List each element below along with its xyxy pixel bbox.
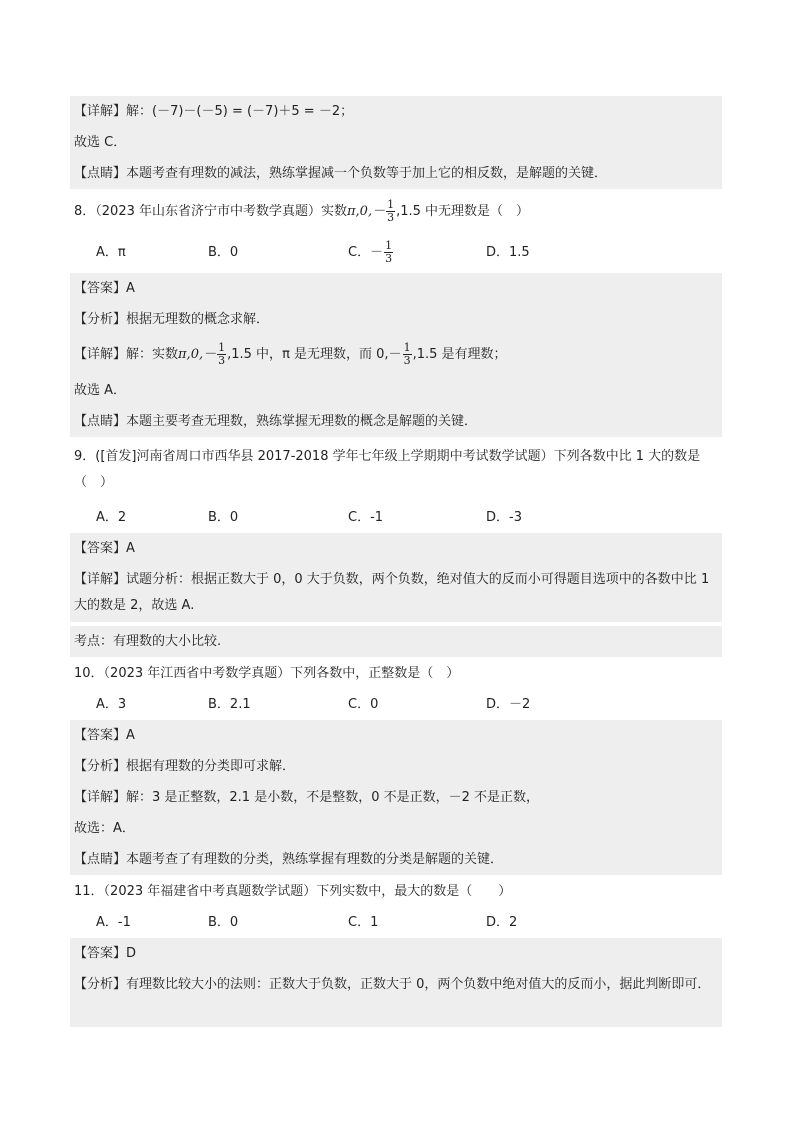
choice-line: 故选：A． bbox=[70, 813, 722, 844]
answer-line: 【答案】A bbox=[70, 273, 722, 304]
answer-line: 【答案】A bbox=[70, 720, 722, 751]
detail-line: 【详解】解：实数π,0,－ $\frac{1}{3}$ ,1.5 中，π 是无理数，而 0,－ $\frac{1}{3}$ ,1.5 是有理数； bbox=[70, 335, 722, 375]
tip-line: 【点睛】本题考查有理数的减法，熟练掌握减一个负数等于加上它的相反数，是解题的关键． bbox=[70, 158, 722, 189]
detail-line: 【详解】解：(－7)－(－5) = (－7)＋5 = －2； bbox=[70, 96, 722, 127]
option-d: D．－2 bbox=[486, 697, 531, 712]
option-d: D．2 bbox=[486, 915, 518, 930]
option-b: B．0 bbox=[208, 915, 239, 930]
question-10-options bbox=[70, 689, 722, 720]
question-8-stem bbox=[70, 195, 722, 229]
detail-line: 【详解】试题分析：根据正数大于 0，0 大于负数，两个负数，绝对值大的反而小可得题目选项中的各数中比 1 大的数是 2，故选 A. bbox=[70, 564, 722, 622]
question-text: 8．（2023 年山东省济宁市中考数学真题）实数 bbox=[74, 204, 347, 219]
analysis-line: 【分析】根据无理数的概念求解． bbox=[70, 304, 722, 335]
option-c-label: C．－ bbox=[348, 245, 384, 260]
question-11-options bbox=[70, 907, 722, 938]
tip-line: 【点睛】本题主要考查无理数，熟练掌握无理数的概念是解题的关键． bbox=[70, 406, 722, 437]
option-a: A．-1 bbox=[96, 915, 131, 930]
option-a: A．π bbox=[96, 245, 126, 260]
choice-line: 故选 C． bbox=[70, 127, 722, 158]
answer-line: 【答案】D bbox=[70, 938, 722, 969]
question-8-options bbox=[70, 236, 722, 270]
math-list: π,0,－ bbox=[347, 204, 386, 219]
denominator: 3 bbox=[387, 211, 395, 224]
option-d: D．-3 bbox=[486, 510, 522, 525]
fraction bbox=[386, 199, 395, 224]
option-b: B．2.1 bbox=[208, 697, 251, 712]
analysis-line: 【分析】根据有理数的分类即可求解． bbox=[70, 751, 722, 782]
option-b: B．0 bbox=[208, 510, 239, 525]
option-c: C．－ $\frac{1}{3}$ bbox=[348, 239, 393, 265]
numerator: 1 bbox=[387, 198, 395, 211]
question-10-stem: 10．（2023 年江西省中考数学真题）下列各数中，正整数是（ ） bbox=[74, 666, 460, 681]
option-a: A．2 bbox=[96, 510, 127, 525]
option-c: C．-1 bbox=[348, 510, 384, 525]
option-d: D．1.5 bbox=[486, 245, 530, 260]
answer-line: 【答案】A bbox=[70, 533, 722, 564]
question-9-options bbox=[70, 502, 722, 533]
choice-line: 故选 A． bbox=[70, 375, 722, 406]
option-a: A．3 bbox=[96, 697, 127, 712]
option-b: B．0 bbox=[208, 245, 239, 260]
tip-line: 【点睛】本题考查了有理数的分类，熟练掌握有理数的分类是解题的关键． bbox=[70, 844, 722, 875]
question-tail: ,1.5 中无理数是（ ） bbox=[396, 204, 530, 219]
analysis-line: 【分析】有理数比较大小的法则：正数大于负数，正数大于 0，两个负数中绝对值大的反而小，据此判断即可． bbox=[70, 969, 722, 1027]
detail-line: 【详解】解：3 是正整数，2.1 是小数，不是整数，0 不是正数，－2 不是正数， bbox=[70, 782, 722, 813]
question-11-stem: 11．（2023 年福建省中考真题数学试题）下列实数中，最大的数是（ ） bbox=[74, 884, 512, 899]
keypoint-line: 考点：有理数的大小比较. bbox=[70, 626, 722, 657]
option-c: C．1 bbox=[348, 915, 379, 930]
option-c: C．0 bbox=[348, 697, 379, 712]
question-9-stem: 9．([首发]河南省周口市西华县 2017-2018 学年七年级上学期期中考试数学试题）下列各数中比 1 大的数是（ ） bbox=[74, 449, 701, 490]
